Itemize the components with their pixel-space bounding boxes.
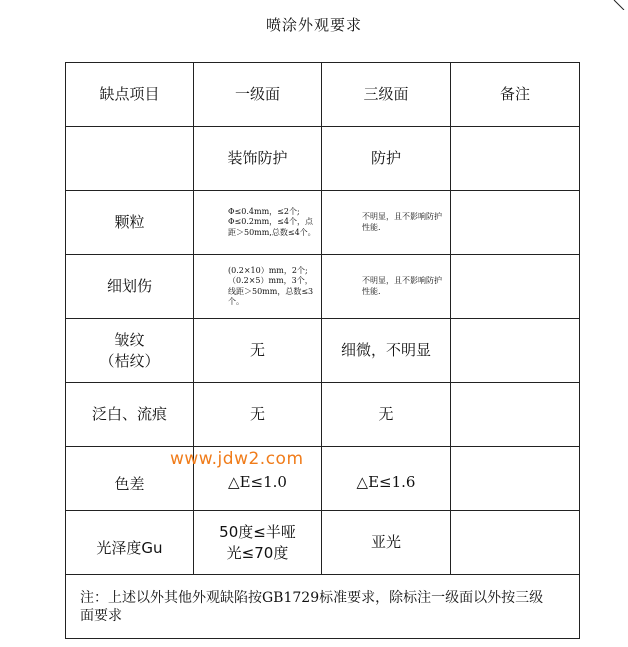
- header-remarks: 备注: [451, 63, 580, 127]
- level-three-cell: [322, 191, 451, 255]
- header-level-one: 一级面: [194, 63, 322, 127]
- note-cell: [66, 575, 580, 639]
- level-three-text-line: 不明显，且不影响防护: [362, 212, 442, 222]
- level-three-cell: [322, 255, 451, 319]
- defect-item-cell: 光泽度Gu: [66, 511, 194, 575]
- watermark-text: www.jdw2.com: [170, 449, 304, 469]
- purpose-level-three: 防护: [322, 127, 451, 191]
- level-one-text-line: Φ≤0.4mm，≤2个;: [228, 206, 300, 216]
- level-one-cell: [194, 511, 322, 575]
- header-row: [66, 63, 580, 127]
- level-three-text-line: 性能.: [362, 286, 381, 296]
- defect-item-cell: 泛白、流痕: [66, 383, 194, 447]
- level-three-cell: 细微，不明显: [322, 319, 451, 383]
- level-one-text-line: 线距＞50mm，总数≤3: [228, 286, 314, 296]
- defect-item-line: （桔纹）: [99, 351, 160, 370]
- level-one-cell: 无: [194, 383, 322, 447]
- remarks-cell: [451, 319, 580, 383]
- level-one-text-line: 距＞50mm,总数≤4个。: [228, 227, 316, 237]
- level-one-text-line: Φ≤0.2mm，≤4个，点: [228, 217, 313, 227]
- remarks-cell: [451, 255, 580, 319]
- level-three-text-line: 性能.: [362, 222, 381, 232]
- defect-item-line: 皱纹: [114, 331, 145, 350]
- corner-line-mark: [612, 0, 628, 10]
- level-one-cell: 无: [194, 319, 322, 383]
- appearance-requirements-table: [65, 62, 580, 639]
- level-one-text-line: （0.2×5）mm，3个，: [228, 276, 313, 286]
- defect-item-cell: 色差: [66, 447, 194, 511]
- purpose-remarks-cell: [451, 127, 580, 191]
- purpose-empty-cell: [66, 127, 194, 191]
- level-one-cell: △E≤1.0: [194, 447, 322, 511]
- header-defect-item: 缺点项目: [66, 63, 194, 127]
- table-row: [66, 511, 580, 575]
- table-row: [66, 319, 580, 383]
- level-one-cell: [194, 191, 322, 255]
- level-one-cell: [194, 255, 322, 319]
- level-three-cell: △E≤1.6: [322, 447, 451, 511]
- remarks-cell: [451, 191, 580, 255]
- defect-item-cell: 颗粒: [66, 191, 194, 255]
- table-row: [66, 383, 580, 447]
- level-one-text-line: 光≤70度: [226, 543, 289, 562]
- purpose-row: [66, 127, 580, 191]
- page-title: 喷涂外观要求: [265, 16, 362, 34]
- purpose-level-one: 装饰防护: [194, 127, 322, 191]
- remarks-cell: [451, 511, 580, 575]
- remarks-cell: [451, 383, 580, 447]
- note-text-line: 面要求: [80, 608, 122, 625]
- level-three-text-line: 不明显，且不影响防护: [362, 276, 442, 286]
- remarks-cell: [451, 447, 580, 511]
- level-one-text-line: 个。: [228, 296, 244, 306]
- level-three-cell: 无: [322, 383, 451, 447]
- table-row: [66, 447, 580, 511]
- level-one-text-line: (0.2×10）mm，2个;: [228, 265, 308, 275]
- level-one-text-line: 50度≤半哑: [219, 523, 296, 542]
- table-row: [66, 191, 580, 255]
- header-level-three: 三级面: [322, 63, 451, 127]
- table-row: [66, 255, 580, 319]
- note-text-line: 注：上述以外其他外观缺陷按GB1729标准要求，除标注一级面以外按三级: [80, 590, 544, 606]
- defect-item-cell: 细划伤: [66, 255, 194, 319]
- level-three-cell: 亚光: [322, 511, 451, 575]
- note-row: [66, 575, 580, 639]
- defect-item-cell: [66, 319, 194, 383]
